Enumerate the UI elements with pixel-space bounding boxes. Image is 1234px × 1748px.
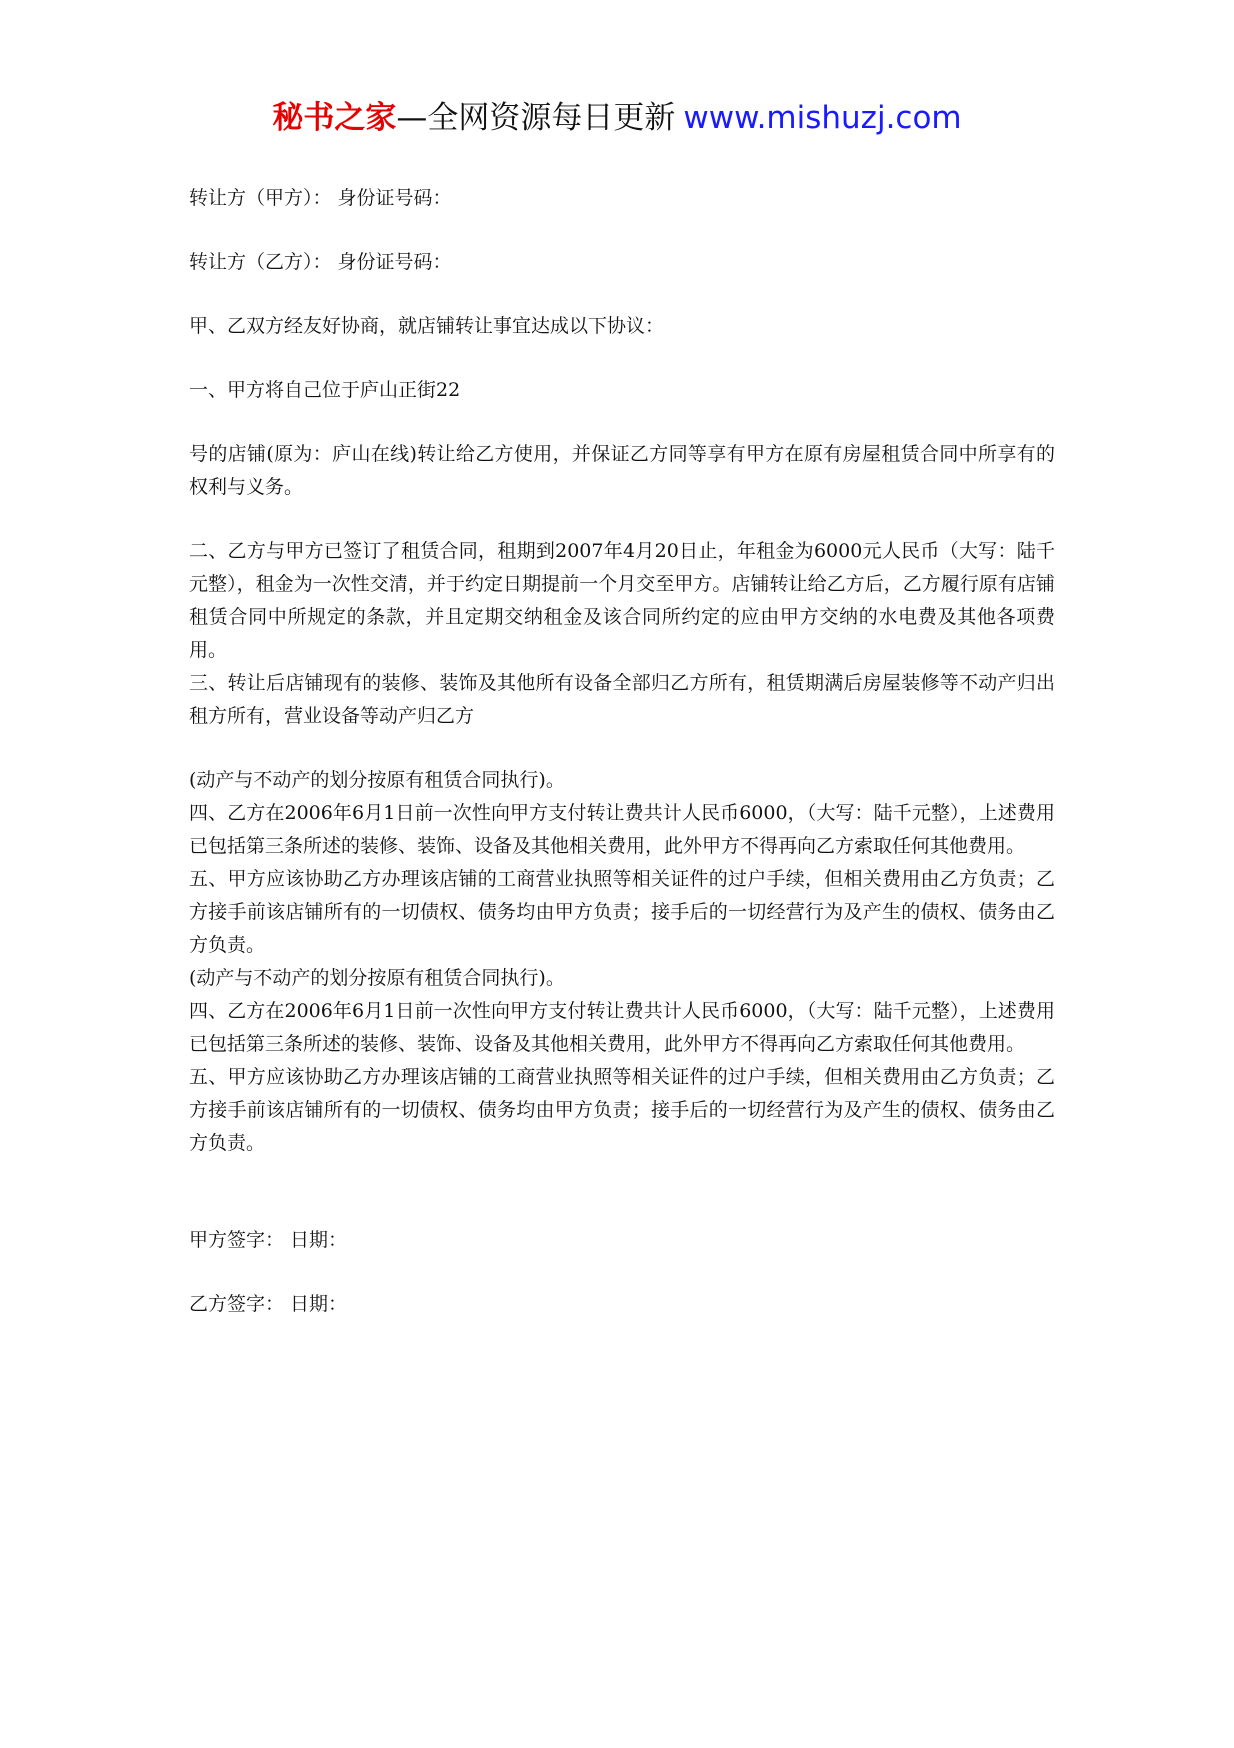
brand-name: 秘书之家: [272, 100, 397, 136]
signature-party-a: 甲方签字： 日期：: [189, 1229, 348, 1251]
agreement-document: [189, 182, 1055, 1321]
clause-3: 三、转让后店铺现有的装修、装饰及其他所有设备全部归乙方所有，租赁期满后房屋装修等不动产归出租方所有，营业设备等动产归乙方: [189, 672, 1055, 727]
site-url-link[interactable]: www.mishuzj.com: [683, 100, 962, 136]
clause-1-heading: 一、甲方将自己位于庐山正街22: [189, 379, 461, 401]
party-b-line: 转让方（乙方）： 身份证号码：: [189, 251, 452, 273]
note-movable-property-1: (动产与不动产的划分按原有租赁合同执行)。: [189, 769, 565, 791]
intro-paragraph: 甲、乙双方经友好协商，就店铺转让事宜达成以下协议：: [189, 315, 665, 337]
clause-4-second: 四、乙方在2006年6月1日前一次性向甲方支付转让费共计人民币6000，（大写：陆千元整），上述费用已包括第三条所述的装修、装饰、设备及其他相关费用，此外甲方不得再向乙方索取任何其他费用。: [189, 1000, 1055, 1055]
site-header: [0, 98, 1234, 138]
clause-4-first: 四、乙方在2006年6月1日前一次性向甲方支付转让费共计人民币6000，（大写：陆千元整），上述费用已包括第三条所述的装修、装饰、设备及其他相关费用，此外甲方不得再向乙方索取任何其他费用。: [189, 802, 1055, 857]
clause-5-second: 五、甲方应该协助乙方办理该店铺的工商营业执照等相关证件的过户手续，但相关费用由乙方负责；乙方接手前该店铺所有的一切债权、债务均由甲方负责；接手后的一切经营行为及产生的债权、债务由乙方负责。: [189, 1066, 1055, 1154]
clause-5-first: 五、甲方应该协助乙方办理该店铺的工商营业执照等相关证件的过户手续，但相关费用由乙方负责；乙方接手前该店铺所有的一切债权、债务均由甲方负责；接手后的一切经营行为及产生的债权、债务由乙方负责。: [189, 868, 1055, 956]
party-a-line: 转让方（甲方）： 身份证号码：: [189, 187, 452, 209]
clause-2: 二、乙方与甲方已签订了租赁合同，租期到2007年4月20日止，年租金为6000元人民币（大写：陆千元整），租金为一次性交清，并于约定日期提前一个月交至甲方。店铺转让给乙方后，乙方履行原有店铺租赁合同中所规定的条款，并且定期交纳租金及该合同所约定的应由甲方交纳的水电费及其他各项费用。: [189, 540, 1055, 661]
header-tagline: 全网资源每日更新: [427, 100, 676, 136]
note-movable-property-2: (动产与不动产的划分按原有租赁合同执行)。: [189, 967, 565, 989]
header-separator: —: [396, 100, 428, 136]
signature-party-b: 乙方签字： 日期：: [189, 1293, 348, 1315]
clause-1-body: 号的店铺(原为：庐山在线)转让给乙方使用，并保证乙方同等享有甲方在原有房屋租赁合同中所享有的权利与义务。: [189, 443, 1055, 498]
